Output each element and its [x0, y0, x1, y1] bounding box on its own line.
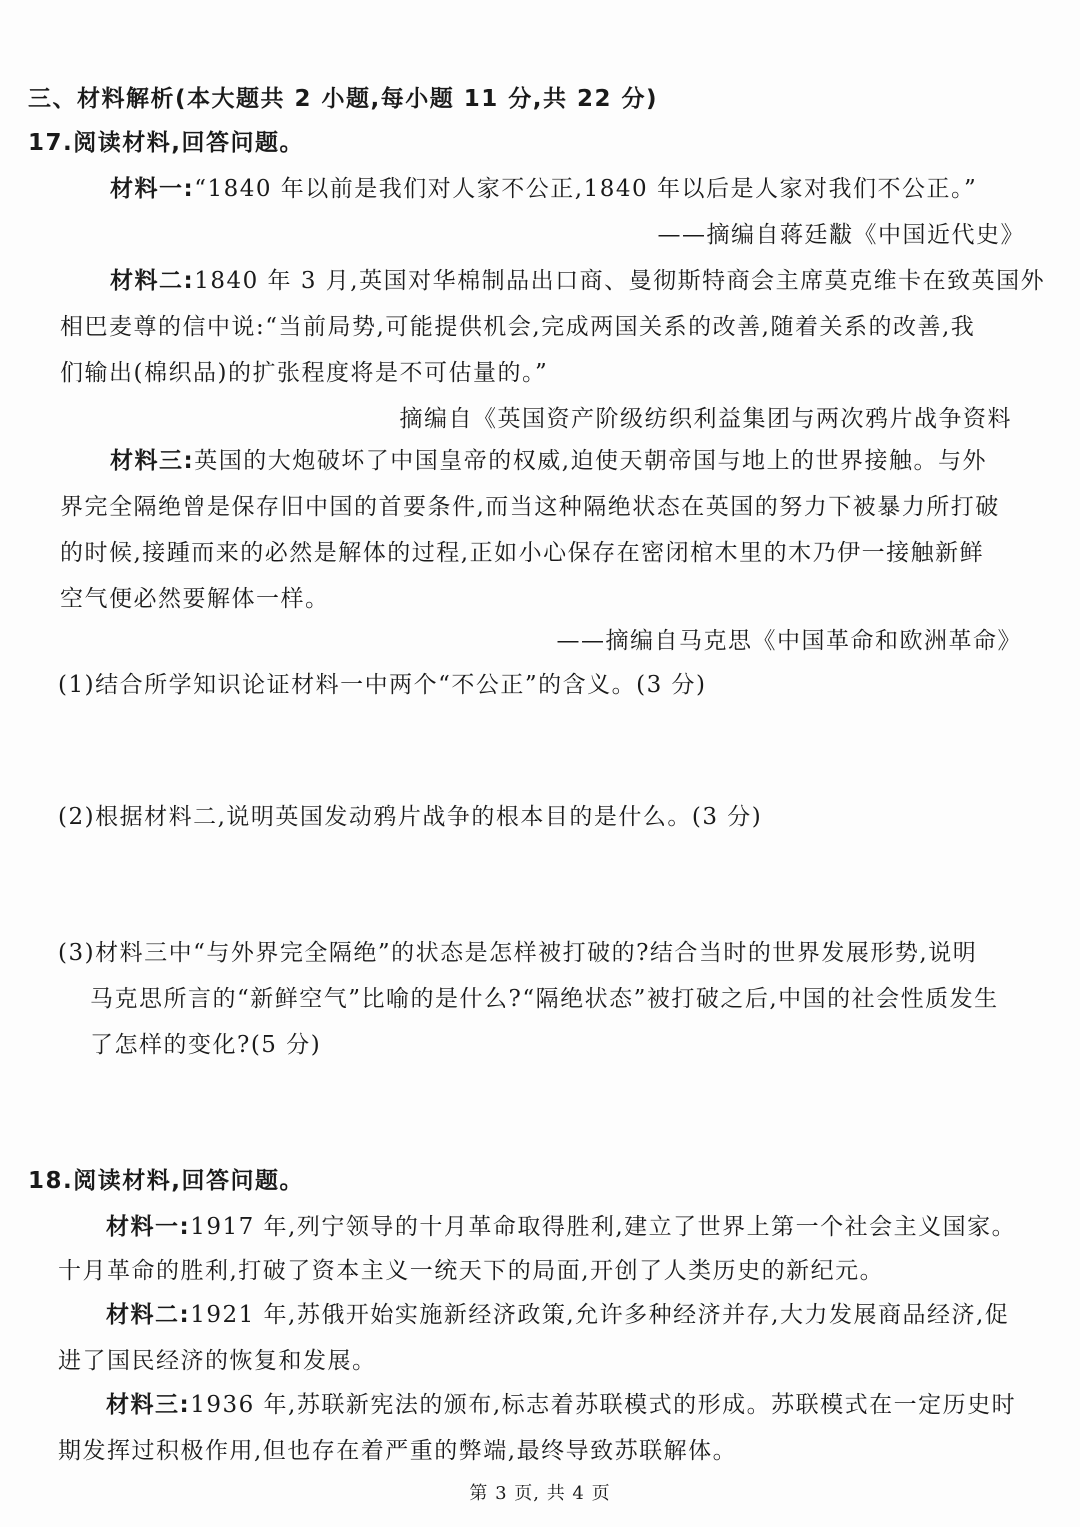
- q17-sub-question-3-line1: (3)材料三中“与外界完全隔绝”的状态是怎样被打破的?结合当时的世界发展形势,说明: [58, 940, 978, 966]
- q17-sub-question-2: (2)根据材料二,说明英国发动鸦片战争的根本目的是什么。(3 分): [58, 804, 763, 830]
- q17-m2-source: 摘编自《英国资产阶级纺织利益集团与两次鸦片战争资料: [399, 406, 1012, 432]
- q17-m2-line2: 相巴麦尊的信中说:“当前局势,可能提供机会,完成两国关系的改善,随着关系的改善,我: [60, 314, 976, 340]
- q17-title: [28, 128, 304, 158]
- q18-material-2: [106, 1300, 1009, 1330]
- q18-m1-line2: 十月革命的胜利,打破了资本主义一统天下的局面,开创了人类历史的新纪元。: [58, 1258, 885, 1284]
- section-heading: 三、材料解析(本大题共 2 小题,每小题 11 分,共 22 分): [28, 86, 659, 112]
- q17-sub-question-3-line3: 了怎样的变化?(5 分): [90, 1032, 322, 1058]
- q17-m2-line1: 1840 年 3 月,英国对华棉制品出口商、曼彻斯特商会主席莫克维卡在致英国外: [194, 268, 1046, 294]
- q17-title-text: 17.阅读材料,回答问题。: [28, 130, 304, 156]
- q18-material-3: [106, 1390, 1016, 1420]
- q17-m1-source: ——摘编自蒋廷黻《中国近代史》: [657, 222, 1025, 248]
- q17-m3-line3: 的时候,接踵而来的必然是解体的过程,正如小心保存在密闭棺木里的木乃伊一接触新鲜: [60, 540, 985, 566]
- q17-m2-label: 材料二:: [110, 268, 195, 294]
- q17-material-3: [110, 446, 987, 476]
- q18-m3-line1: 1936 年,苏联新宪法的颁布,标志着苏联模式的形成。苏联模式在一定历史时: [190, 1392, 1017, 1418]
- q17-m2-line3: 们输出(棉织品)的扩张程度将是不可估量的。”: [60, 360, 549, 386]
- q17-m1-label: 材料一:: [110, 176, 195, 202]
- q17-m3-line4: 空气便必然要解体一样。: [60, 586, 330, 612]
- q17-m3-source: ——摘编自马克思《中国革命和欧洲革命》: [556, 628, 1022, 654]
- q17-m3-line1: 英国的大炮破坏了中国皇帝的权威,迫使天朝帝国与地上的世界接触。与外: [194, 448, 988, 474]
- q17-sub-question-1: (1)结合所学知识论证材料一中两个“不公正”的含义。(3 分): [58, 672, 707, 698]
- q17-m3-label: 材料三:: [110, 448, 195, 474]
- q17-m1-text: “1840 年以前是我们对人家不公正,1840 年以后是人家对我们不公正。”: [194, 176, 978, 202]
- q17-m3-line2: 界完全隔绝曾是保存旧中国的首要条件,而当这种隔绝状态在英国的努力下被暴力所打破: [60, 494, 1000, 520]
- q18-material-1: [106, 1212, 1016, 1242]
- q18-title: [28, 1166, 304, 1196]
- page-footer: 第 3 页, 共 4 页: [469, 1483, 611, 1504]
- q18-m2-line2: 进了国民经济的恢复和发展。: [58, 1348, 377, 1374]
- q18-m2-line1: 1921 年,苏俄开始实施新经济政策,允许多种经济并存,大力发展商品经济,促: [190, 1302, 1010, 1328]
- q18-m1-line1: 1917 年,列宁领导的十月革命取得胜利,建立了世界上第一个社会主义国家。: [190, 1214, 1017, 1240]
- q18-m3-line2: 期发挥过积极作用,但也存在着严重的弊端,最终导致苏联解体。: [58, 1438, 738, 1464]
- q18-m1-label: 材料一:: [106, 1214, 191, 1240]
- q17-material-1: [110, 174, 977, 204]
- q17-material-2: [110, 266, 1045, 296]
- q18-m2-label: 材料二:: [106, 1302, 191, 1328]
- q18-title-text: 18.阅读材料,回答问题。: [28, 1168, 304, 1194]
- q18-m3-label: 材料三:: [106, 1392, 191, 1418]
- q17-sub-question-3-line2: 马克思所言的“新鲜空气”比喻的是什么?“隔绝状态”被打破之后,中国的社会性质发生: [90, 986, 999, 1012]
